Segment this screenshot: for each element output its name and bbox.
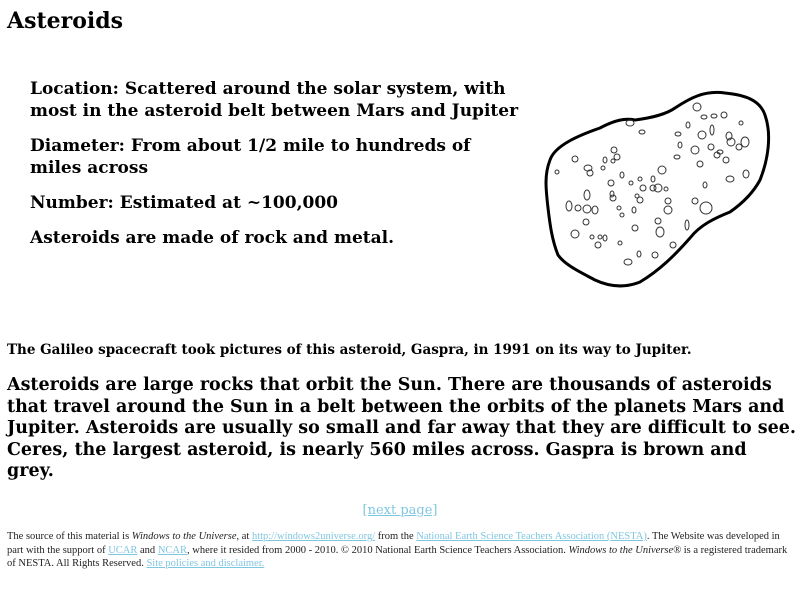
footer <box>7 530 797 571</box>
footer-text: . The Website was developed in part with the support of <box>7 531 780 556</box>
asteroid-description: Asteroids are large rocks that orbit the Sun. There are thousands of asteroids that travel around the Sun in a belt between the orbits of the planets Mars and Jupiter. Asteroids are usually so small and far away that they are difficult to see. Ceres, the largest asteroid, is nearly 560 miles across. Gaspra is brown and grey. <box>7 375 797 481</box>
next-page-link[interactable]: [next page] <box>362 503 438 518</box>
ucar-link[interactable]: UCAR <box>108 544 138 556</box>
nesta-link[interactable]: National Earth Science Teachers Association (NESTA) <box>416 531 647 542</box>
ncar-link[interactable]: NCAR <box>157 544 187 556</box>
footer-text: The source of this material is <box>7 531 132 542</box>
fact-diameter: Diameter: From about 1/2 mile to hundreds of miles across <box>30 136 471 178</box>
fact-composition: Asteroids are made of rock and metal. <box>30 228 395 248</box>
asteroid-facts <box>30 78 520 262</box>
footer-w2u-trademark: Windows to the Universe® <box>568 544 682 556</box>
footer-text: is a registered trademark of NESTA. All Rights Reserved. <box>7 544 788 569</box>
w2u-url-link[interactable]: http://windows2universe.org/ <box>251 531 376 542</box>
footer-text: , at <box>236 531 252 542</box>
fact-location: Location: Scattered around the solar system, with most in the asteroid belt between Mars and Jupiter <box>30 79 519 121</box>
site-policies-link[interactable]: Site policies and disclaimer. <box>146 558 265 569</box>
page-title: Asteroids <box>7 8 124 34</box>
gaspra-asteroid-image <box>540 90 780 290</box>
footer-text: and <box>137 544 158 556</box>
footer-text: from the <box>375 531 417 542</box>
footer-w2u: Windows to the Universe <box>131 531 237 542</box>
fact-number: Number: Estimated at ~100,000 <box>30 193 338 213</box>
footer-text: , where it resided from 2000 - 2010. © 2010 National Earth Science Teachers Association. <box>187 544 569 556</box>
image-caption: The Galileo spacecraft took pictures of this asteroid, Gaspra, in 1991 on its way to Jupiter. <box>7 342 692 358</box>
